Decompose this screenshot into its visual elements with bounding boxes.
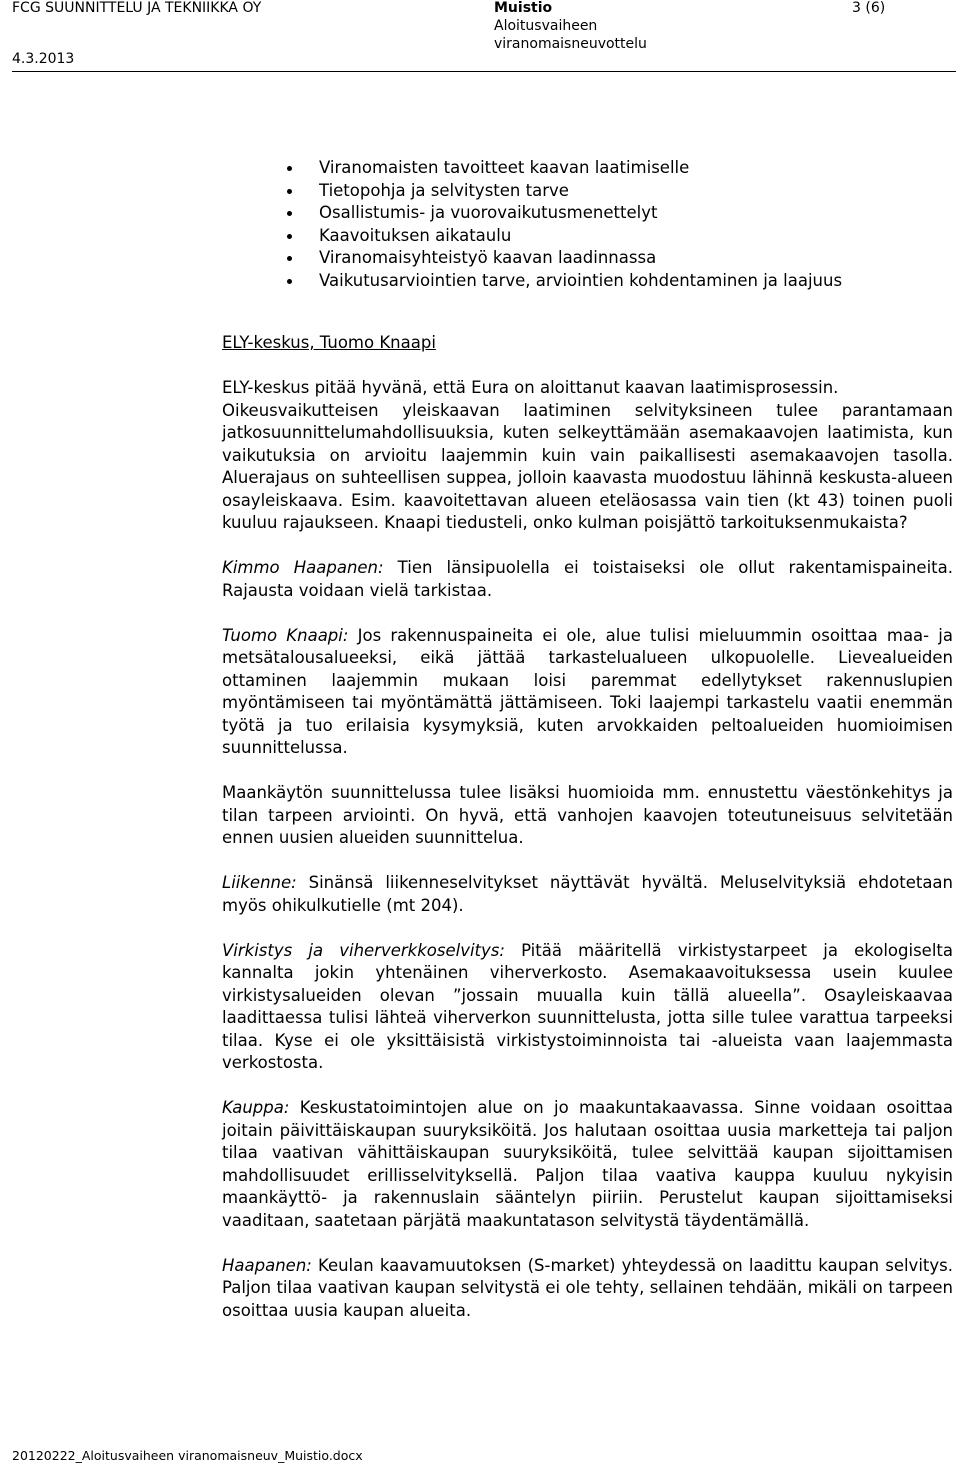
- paragraph-maankaytto: Maankäytön suunnittelussa tulee lisäksi huomioida mm. ennustettu väestönkehitys ja tilan tarpeen arviointi. On hyvä, että vanhojen kaavojen toteutuneisuus selvitetään ennen uusien alueiden suunnittelua.: [222, 783, 953, 847]
- paragraph-kauppa: Kauppa: Keskustatoimintojen alue on jo maakuntakaavassa. Sinne voidaan osoittaa joitain päivittäiskaupan suuryksiköitä. Jos halutaan osoittaa uusia marketteja tai paljon tilaa vaativan vähittäiskaupan suuryksiköitä, tulee selvittää kaupan sijoittamisen mahdollisuudet erillisselvityksellä. Paljon tilaa vaativa kauppa kuuluu nykyisin maankäyttö- ja rakennuslain sääntelyn piiriin. Perustelut kaupan sijoittamiseksi vaaditaan, saatetaan pärjätä maakuntatason selvitystä täydentämällä.: [222, 1098, 953, 1230]
- paragraph-virkistys: Virkistys ja viherverkkoselvitys: Pitää määritellä virkistystarpeet ja ekologiselta kannalta jokin yhtenäinen viherverkosto. Asemakaavoituksessa usein kuulee virkistysalueiden olevan ”jossain muualla kuin tällä alueella”. Osayleiskaavaa laadittaessa tulisi lähteä viherverkon suunnittelusta, jotta sille tulee varattua tarpeeksi tilaa. Kyse ei ole yksittäisistä virkistystoiminnoista tai -alueista vaan laajemmasta verkostosta.: [222, 940, 953, 1072]
- header-divider: [12, 71, 956, 72]
- paragraph-knaapi: Tuomo Knaapi: Jos rakennuspaineita ei ole, alue tulisi mieluummin osoittaa maa- ja metsätalousalueeksi, eikä jättää tarkastelualueen ulkopuolelle. Lievealueiden ottaminen laajemmin mukaan loisi paremmat edellytykset rakennuslupien myöntämiseen tai myöntämättä jättämiseen. Toki laajempi tarkastelu vaatii enemmän työtä ja tuo erilaisia kysymyksiä, kuten arvokkaiden peltoalueiden huomioimisen suunnittelussa.: [222, 625, 953, 757]
- list-item: Kaavoituksen aikataulu: [280, 225, 842, 248]
- footer-filename: 20120222_Aloitusvaiheen viranomaisneuv_Muistio.docx: [12, 1448, 363, 1463]
- ely-statement: Oikeusvaikutteisen yleiskaavan laatiminen selvityksineen tulee parantamaan jatkosuunnittelumahdollisuuksia, kuten selkeyttämään asemakaavojen laatimista, kun vaikutuksia on arvioitu laajemmin kuin vain paikallisesti asemakaavojen tasolla. Aluerajaus on suhteellisen suppea, jolloin kaavasta muodostuu lähinnä keskusta-alueen osayleiskaava. Esim. kaavoitettavan alueen eteläosassa vain tien (kt 43) toinen puoli kuuluu rajaukseen. Knaapi tiedusteli, onko kulman poisjättö tarkoituksenmukaista?: [222, 400, 953, 532]
- bullet-icon: [287, 189, 292, 194]
- paragraph-haapanen-2: Haapanen: Keulan kaavamuutoksen (S-market) yhteydessä on laadittu kaupan selvitys. Paljon tilaa vaativan kaupan selvitystä ei ole tehty, sellainen tehdään, mikäli on tarpeen osoittaa uusia kaupan alueita.: [222, 1255, 953, 1320]
- speaker-label: Haapanen:: [222, 1255, 312, 1275]
- bullet-icon: [287, 166, 292, 171]
- page-number: 3 (6): [852, 0, 886, 16]
- document-title: Muistio: [494, 0, 553, 16]
- list-item: Vaikutusarviointien tarve, arviointien kohdentaminen ja laajuus: [280, 270, 842, 293]
- bullet-icon: [287, 211, 292, 216]
- list-item: Tietopohja ja selvitysten tarve: [280, 180, 842, 203]
- speaker-label: Tuomo Knaapi:: [222, 625, 349, 645]
- document-date: 4.3.2013: [12, 51, 75, 67]
- list-item: Viranomaisten tavoitteet kaavan laatimiselle: [280, 157, 842, 180]
- speaker-label: Kimmo Haapanen:: [222, 558, 384, 577]
- company-name: FCG SUUNNITTELU JA TEKNIIKKA OY: [12, 0, 262, 16]
- topic-label: Liikenne:: [222, 873, 297, 892]
- bullet-icon: [287, 256, 292, 261]
- document-subtitle-line1: Aloitusvaiheen: [494, 18, 598, 34]
- document-subtitle-line2: viranomaisneuvottelu: [494, 36, 647, 52]
- agenda-list: [280, 157, 842, 293]
- paragraph-liikenne: Liikenne: Sinänsä liikenneselvitykset näyttävät hyvältä. Meluselvityksiä ehdotetaan myös ohikulkutielle (mt 204).: [222, 873, 953, 915]
- topic-label: Kauppa:: [222, 1098, 290, 1117]
- memo-body: [222, 332, 953, 1322]
- topic-label: Virkistys ja viherverkkoselvitys:: [222, 940, 505, 960]
- paragraph-haapanen-1: Kimmo Haapanen: Tien länsipuolella ei toistaiseksi ole ollut rakentamispaineita. Rajausta voidaan vielä tarkistaa.: [222, 558, 953, 600]
- list-item: Viranomaisyhteistyö kaavan laadinnassa: [280, 247, 842, 270]
- list-item: Osallistumis- ja vuorovaikutusmenettelyt: [280, 202, 842, 225]
- ely-statement-line1: ELY-keskus pitää hyvänä, että Eura on aloittanut kaavan laatimisprosessin.: [222, 378, 839, 397]
- bullet-icon: [287, 234, 292, 239]
- document-header: [0, 0, 960, 80]
- bullet-icon: [287, 279, 292, 284]
- section-heading-ely: ELY-keskus, Tuomo Knaapi: [222, 333, 436, 352]
